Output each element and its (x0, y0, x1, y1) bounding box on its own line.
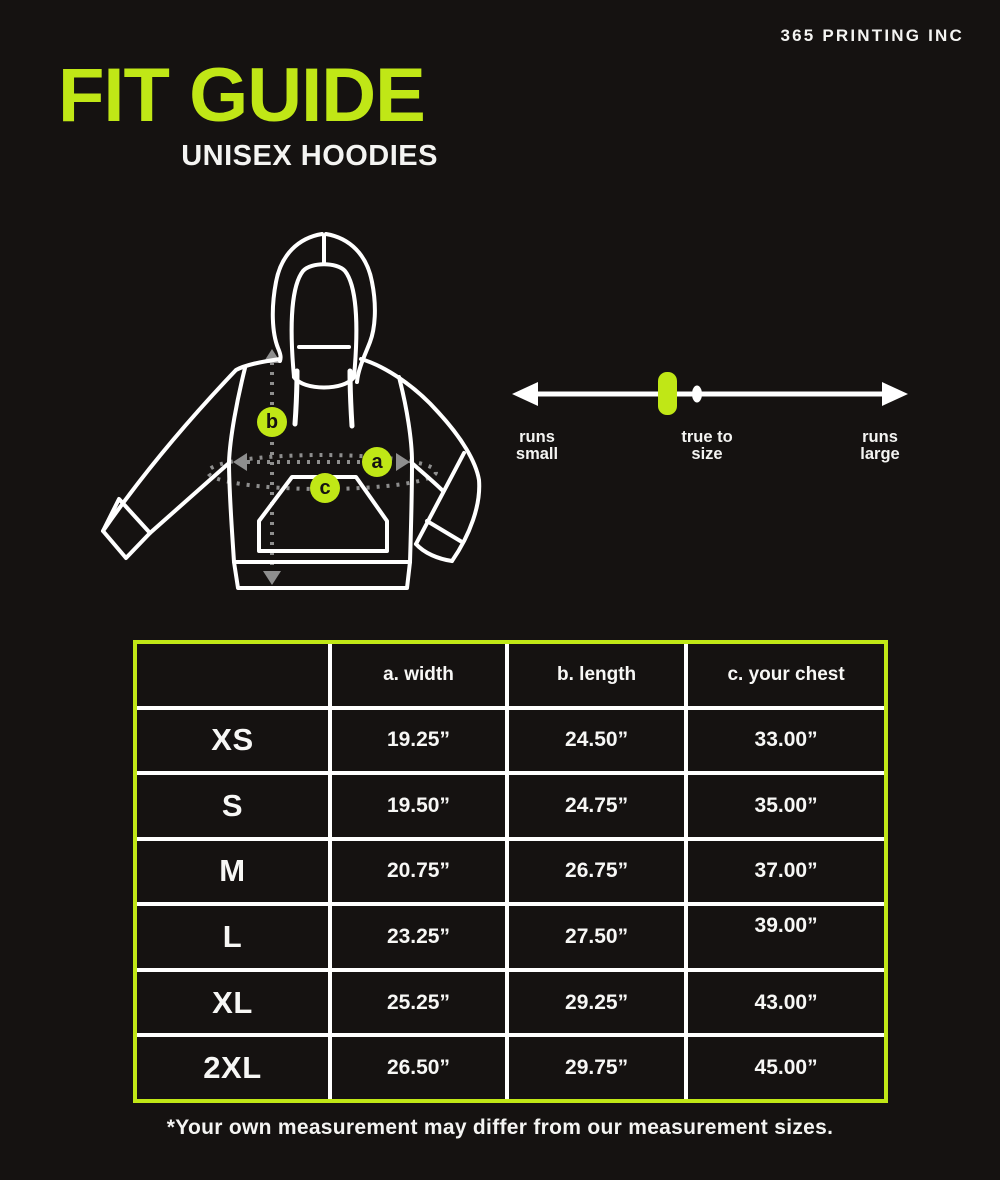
scale-label-line: size (691, 445, 723, 463)
length-value: 24.75” (509, 775, 684, 837)
scale-label-line: true to (681, 428, 733, 446)
arrow-right (396, 453, 410, 471)
drawstring-left (295, 371, 297, 424)
left-shoulder-sleeve (103, 359, 280, 531)
chest-value (688, 906, 884, 968)
column-header-width: a. width (332, 644, 505, 706)
scale-label-line: small (515, 445, 559, 463)
chest-value: 35.00” (688, 775, 884, 837)
left-sleeve-inner (150, 463, 229, 533)
scale-label-runs-small (487, 429, 587, 463)
marker-b (257, 407, 287, 437)
hood-bottom-curve (294, 377, 354, 388)
page-title: FIT GUIDE (58, 53, 425, 138)
scale-arrow-left (512, 382, 538, 406)
width-value: 25.25” (332, 972, 505, 1034)
size-table (133, 640, 888, 1103)
chest-value: 43.00” (688, 972, 884, 1034)
left-cuff (103, 499, 150, 558)
width-value: 26.50” (332, 1037, 505, 1099)
scale-label-line: runs (862, 428, 898, 446)
hoodie-outline (103, 234, 479, 588)
scale-marker-dot (692, 386, 702, 403)
marker-a (362, 447, 392, 477)
chest-value: 37.00” (688, 841, 884, 903)
length-value: 24.50” (509, 710, 684, 772)
scale-label-line: runs (519, 428, 555, 446)
chest-value-text: 39.00” (754, 914, 818, 938)
marker-b-label: b (265, 411, 279, 433)
width-value: 19.50” (332, 775, 505, 837)
right-cuff-bottom (416, 544, 452, 561)
page-subtitle: UNISEX HOODIES (181, 140, 438, 172)
marker-c (310, 473, 340, 503)
right-body-edge (399, 377, 412, 562)
column-header-blank (137, 644, 328, 706)
width-value: 20.75” (332, 841, 505, 903)
length-value: 27.50” (509, 906, 684, 968)
width-value: 23.25” (332, 906, 505, 968)
chest-value: 45.00” (688, 1037, 884, 1099)
scale-label-true-to-size (647, 429, 767, 463)
length-value: 29.25” (509, 972, 684, 1034)
scale-label-runs-large (830, 429, 930, 463)
chest-value: 33.00” (688, 710, 884, 772)
scale-arrow-right (882, 382, 908, 406)
brand-name: 365 PRINTING INC (780, 26, 964, 45)
size-label: XS (137, 710, 328, 772)
drawstrings (295, 371, 352, 426)
size-label: M (137, 841, 328, 903)
size-label: L (137, 906, 328, 968)
right-underarm (413, 464, 443, 491)
length-value: 26.75” (509, 841, 684, 903)
fit-scale (498, 358, 913, 418)
marker-a-label: a (371, 451, 383, 473)
marker-c-label: c (319, 477, 331, 499)
arrow-left (233, 453, 247, 471)
size-label: XL (137, 972, 328, 1034)
hem-band (234, 562, 410, 588)
hood-outer-left (273, 234, 322, 361)
width-value: 19.25” (332, 710, 505, 772)
size-label: S (137, 775, 328, 837)
column-header-chest: c. your chest (688, 644, 884, 706)
scale-marker-pill (658, 372, 677, 415)
scale-label-line: large (860, 445, 900, 463)
right-cuff-seam (427, 521, 462, 542)
hoodie-diagram (95, 225, 495, 610)
column-header-length: b. length (509, 644, 684, 706)
length-value: 29.75” (509, 1037, 684, 1099)
hood-face-opening (292, 264, 357, 377)
drawstring-right (350, 371, 352, 426)
measurement-disclaimer: *Your own measurement may differ from our measurement sizes. (166, 1116, 834, 1139)
size-label: 2XL (137, 1037, 328, 1099)
arrow-down (263, 571, 281, 585)
